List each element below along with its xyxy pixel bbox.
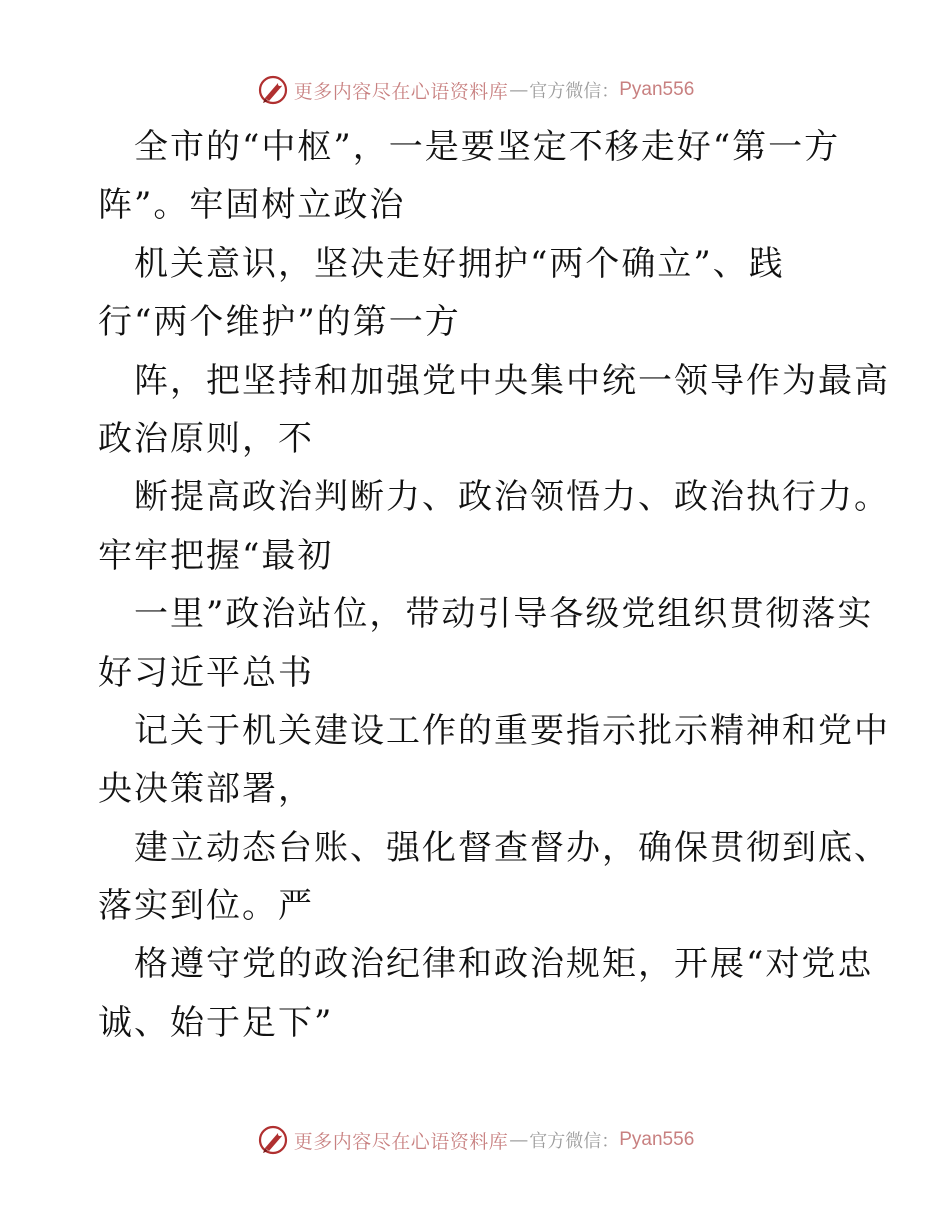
text-line: 牢牢把握“最初 — [98, 535, 334, 576]
banner-text: 更多内容尽在心语资料库 — [293, 1130, 509, 1153]
banner-wechat-id: Pyan556 — [619, 1129, 695, 1150]
banner-label: 官方微信： — [529, 1131, 620, 1152]
text-line: 机关意识，坚决走好拥护“两个确立”、践 — [134, 243, 785, 284]
text-line: 全市的“中枢”，一是要坚定不移走好“第一方 — [134, 127, 841, 167]
text-line: 建立动态台账、强化督查督办，确保贯彻到底、 — [134, 827, 890, 868]
text-line: 落实到位。严 — [98, 886, 314, 927]
banner-wechat-id: Pyan556 — [619, 79, 695, 100]
pen-logo-icon — [256, 1123, 290, 1157]
text-line: 政治原则，不 — [98, 418, 314, 459]
document-body — [98, 118, 890, 1052]
text-line: 阵”。牢固树立政治 — [98, 185, 406, 226]
text-line: 央决策部署， — [98, 769, 314, 810]
text-line: 一里”政治站位，带动引导各级党组织贯彻落实 — [134, 594, 874, 635]
text-line: 好习近平总书 — [98, 652, 314, 693]
header-watermark-banner — [0, 70, 950, 110]
text-line: 阵，把坚持和加强党中央集中统一领导作为最高 — [134, 360, 890, 401]
footer-watermark-banner — [0, 1120, 950, 1160]
text-line: 格遵守党的政治纪律和政治规矩，开展“对党忠 — [134, 944, 874, 985]
banner-label: 官方微信： — [529, 81, 620, 102]
pen-logo-icon — [256, 73, 290, 107]
banner-separator: — — [509, 1129, 529, 1151]
text-line: 记关于机关建设工作的重要指示批示精神和党中 — [134, 710, 890, 751]
text-line: 行“两个维护”的第一方 — [98, 302, 461, 343]
banner-text: 更多内容尽在心语资料库 — [293, 80, 509, 103]
text-line: 诚、始于足下” — [98, 1002, 334, 1043]
text-line: 断提高政治判断力、政治领悟力、政治执行力。 — [134, 477, 890, 518]
banner-separator: — — [509, 79, 529, 101]
